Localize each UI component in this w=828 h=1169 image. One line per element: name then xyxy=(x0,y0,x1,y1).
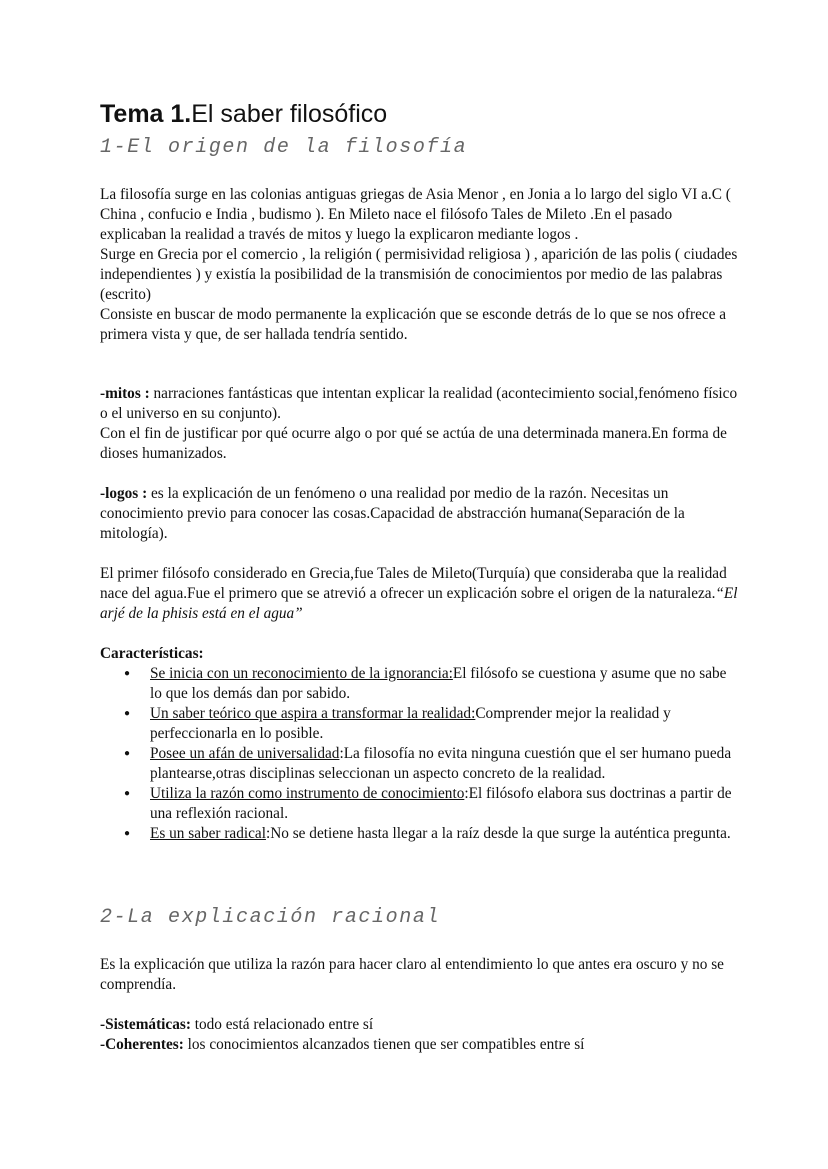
list-item xyxy=(100,744,740,784)
intro-paragraph: Surge en Grecia por el comercio , la religión ( permisividad religiosa ) , aparición de las polis ( ciudades independientes ) y existía la posibilidad de la transmisión de conocimientos por medio de las palabras (escrito) xyxy=(100,246,738,303)
section2-item xyxy=(100,1015,740,1035)
item-def: todo está relacionado entre sí xyxy=(190,1016,374,1033)
item-rest: :La filosofía no evita ninguna cuestión que el ser humano pueda plantearse,otras disciplinas seleccionan un aspecto concreto de la realidad. xyxy=(150,745,732,782)
section2-heading: 2-La explicación racional xyxy=(100,906,441,929)
list-item xyxy=(100,664,740,704)
section2-item xyxy=(100,1035,740,1055)
item-def: los conocimientos alcanzados tienen que ser compatibles entre sí xyxy=(183,1036,585,1053)
logos-def: es la explicación de un fenómeno o una realidad por medio de la razón. Necesitas un conocimiento previo para conocer las cosas.Capacidad de abstracción humana(Separación de la mitología). xyxy=(100,485,685,542)
intro-paragraph: La filosofía surge en las colonias antiguas griegas de Asia Menor , en Jonia a lo largo del siglo VI a.C ( China , confucio e India , budismo ). En Mileto nace el filósofo Tales de Mileto .En el pasado explicaban la realidad a través de mitos y luego la explicaron mediante logos . xyxy=(100,186,731,243)
caracteristicas-heading: Características: xyxy=(100,645,204,662)
item-underlined: Se inicia con un reconocimiento de la ignorancia: xyxy=(150,665,453,682)
logos-term: -logos : xyxy=(100,485,148,502)
item-term: -Sistemáticas: xyxy=(100,1016,191,1033)
mitos-block xyxy=(100,384,740,464)
item-rest: :No se detiene hasta llegar a la raíz desde la que surge la auténtica pregunta. xyxy=(265,825,731,842)
mitos-def: narraciones fantásticas que intentan explicar la realidad (acontecimiento social,fenómeno físico o el universo en su conjunto). xyxy=(100,385,738,422)
caracteristicas-list xyxy=(100,664,740,844)
title-rest: El saber filosófico xyxy=(191,100,388,128)
tales-quote: “El arjé de la phisis está en el agua” xyxy=(100,585,738,622)
item-rest: El filósofo se cuestiona y asume que no sabe lo que los demás dan por sabido. xyxy=(150,665,727,702)
tales-block xyxy=(100,564,740,624)
list-item xyxy=(100,784,740,824)
tales-paragraph xyxy=(100,564,740,624)
list-item xyxy=(100,824,740,844)
item-underlined: Un saber teórico que aspira a transformar la realidad: xyxy=(150,705,476,722)
page-title xyxy=(100,100,387,129)
intro-block xyxy=(100,185,740,345)
logos-definition xyxy=(100,484,740,544)
item-term: -Coherentes: xyxy=(100,1036,184,1053)
mitos-extra: Con el fin de justificar por qué ocurre algo o por qué se actúa de una determinada manera.En forma de dioses humanizados. xyxy=(100,425,727,462)
item-rest: Comprender mejor la realidad y perfeccionarla en lo posible. xyxy=(150,705,671,742)
section2-intro-block xyxy=(100,955,740,995)
tales-text: El primer filósofo considerado en Grecia,fue Tales de Mileto(Turquía) que consideraba que la realidad nace del agua.Fue el primero que se atrevió a ofrecer un explicación sobre el origen de la naturaleza. xyxy=(100,565,727,602)
item-underlined: Posee un afán de universalidad xyxy=(150,745,340,762)
mitos-term: -mitos : xyxy=(100,385,150,402)
section2-intro: Es la explicación que utiliza la razón para hacer claro al entendimiento lo que antes era oscuro y no se comprendía. xyxy=(100,956,724,993)
section1-heading: 1-El origen de la filosofía xyxy=(100,136,468,159)
logos-block xyxy=(100,484,740,544)
list-item xyxy=(100,704,740,744)
mitos-definition xyxy=(100,384,740,424)
title-bold: Tema 1. xyxy=(100,100,192,128)
section2-list-block xyxy=(100,1015,740,1055)
item-underlined: Es un saber radical xyxy=(150,825,266,842)
intro-paragraph: Consiste en buscar de modo permanente la explicación que se esconde detrás de lo que se nos ofrece a primera vista y que, de ser hallada tendría sentido. xyxy=(100,306,727,343)
item-rest: :El filósofo elabora sus doctrinas a partir de una reflexión racional. xyxy=(150,785,732,822)
item-underlined: Utiliza la razón como instrumento de conocimiento xyxy=(150,785,465,802)
caracteristicas-block xyxy=(100,644,740,844)
